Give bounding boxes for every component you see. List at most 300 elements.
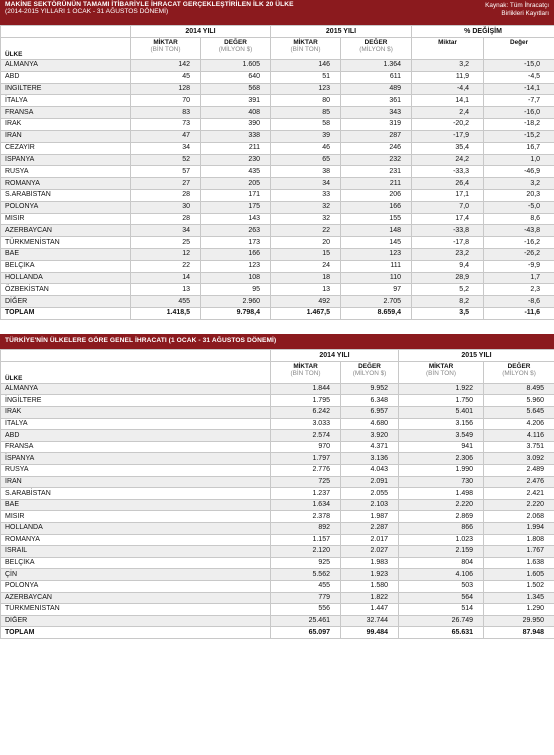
value-cell: 319 <box>341 119 412 131</box>
value-cell: 232 <box>341 154 412 166</box>
value-cell: 25.461 <box>271 615 341 627</box>
value-cell: 231 <box>341 166 412 178</box>
value-cell: 23,2 <box>412 249 484 261</box>
value-cell: 97 <box>341 284 412 296</box>
value-cell: 173 <box>201 237 271 249</box>
value-cell: 1.237 <box>271 488 341 500</box>
table-row <box>1 83 554 95</box>
table1-country-header: ÜLKE <box>1 38 131 60</box>
value-cell: 3.549 <box>399 430 484 442</box>
value-cell: 83 <box>131 107 201 119</box>
value-cell: 14 <box>131 272 201 284</box>
value-cell: -17,8 <box>412 237 484 249</box>
country-cell: İTALYA <box>1 418 271 430</box>
table1 <box>0 25 554 320</box>
country-cell: S.ARABİSTAN <box>1 488 271 500</box>
value-cell: 2.120 <box>271 546 341 558</box>
value-cell: 4.116 <box>484 430 554 442</box>
value-cell: 16,7 <box>484 142 554 154</box>
table1-group-2014: 2014 YILI <box>131 26 271 38</box>
value-cell: -20,2 <box>412 119 484 131</box>
value-cell: 123 <box>341 249 412 261</box>
source-note <box>485 2 549 18</box>
country-cell: İNGİLTERE <box>1 83 131 95</box>
country-cell: IRAK <box>1 407 271 419</box>
value-cell: 17,1 <box>412 189 484 201</box>
value-cell: 20,3 <box>484 189 554 201</box>
value-cell: 24,2 <box>412 154 484 166</box>
table-row <box>1 178 554 190</box>
value-cell: 2.574 <box>271 430 341 442</box>
value-cell: 246 <box>341 142 412 154</box>
country-cell: HOLLANDA <box>1 523 271 535</box>
country-cell: İTALYA <box>1 95 131 107</box>
value-cell: 32 <box>271 213 341 225</box>
total-value: 9.798,4 <box>201 308 271 320</box>
value-cell: 1.498 <box>399 488 484 500</box>
table1-deger-2014-header: DEĞER (MİLYON $) <box>201 38 271 60</box>
value-cell: 111 <box>341 260 412 272</box>
value-cell: 3.920 <box>341 430 399 442</box>
value-cell: 70 <box>131 95 201 107</box>
value-cell: 52 <box>131 154 201 166</box>
value-cell: 4.371 <box>341 441 399 453</box>
value-cell: 110 <box>341 272 412 284</box>
table-row <box>1 383 554 395</box>
country-cell: RUSYA <box>1 166 131 178</box>
table-row <box>1 166 554 178</box>
value-cell: 1.983 <box>341 557 399 569</box>
value-cell: -9,9 <box>484 260 554 272</box>
value-cell: 9.952 <box>341 383 399 395</box>
value-cell: -4,4 <box>412 83 484 95</box>
value-cell: 1.987 <box>341 511 399 523</box>
country-cell: BELÇİKA <box>1 260 131 272</box>
value-cell: 2.220 <box>484 499 554 511</box>
value-cell: 8.495 <box>484 383 554 395</box>
value-cell: 1.023 <box>399 534 484 546</box>
table-row <box>1 499 554 511</box>
table-row <box>1 95 554 107</box>
value-cell: 5.645 <box>484 407 554 419</box>
table-row <box>1 546 554 558</box>
country-cell: TÜRKMENİSTAN <box>1 604 271 616</box>
value-cell: 22 <box>271 225 341 237</box>
value-cell: 3.092 <box>484 453 554 465</box>
source-line-2: Birlikleri Kayıtları <box>501 10 549 17</box>
table-row <box>1 441 554 453</box>
country-cell: TÜRKMENİSTAN <box>1 237 131 249</box>
value-cell: 1.634 <box>271 499 341 511</box>
value-cell: 28 <box>131 189 201 201</box>
total-label: TOPLAM <box>1 308 131 320</box>
table-row <box>1 430 554 442</box>
value-cell: 568 <box>201 83 271 95</box>
table-row <box>1 453 554 465</box>
value-cell: 30 <box>131 201 201 213</box>
table-row <box>1 465 554 477</box>
country-cell: İSPANYA <box>1 453 271 465</box>
total-value: 1.467,5 <box>271 308 341 320</box>
value-cell: 5,2 <box>412 284 484 296</box>
value-cell: 51 <box>271 71 341 83</box>
value-cell: 6.242 <box>271 407 341 419</box>
country-cell: ABD <box>1 430 271 442</box>
value-cell: 503 <box>399 580 484 592</box>
value-cell: 123 <box>271 83 341 95</box>
value-cell: 206 <box>341 189 412 201</box>
value-cell: -33,3 <box>412 166 484 178</box>
value-cell: -15,2 <box>484 130 554 142</box>
value-cell: 230 <box>201 154 271 166</box>
country-cell: CEZAYİR <box>1 142 131 154</box>
table-row <box>1 511 554 523</box>
value-cell: 6.348 <box>341 395 399 407</box>
value-cell: 24 <box>271 260 341 272</box>
value-cell: 514 <box>399 604 484 616</box>
value-cell: 32.744 <box>341 615 399 627</box>
value-cell: 26,4 <box>412 178 484 190</box>
value-cell: 2.287 <box>341 523 399 535</box>
total-row <box>1 308 554 320</box>
value-cell: 7,0 <box>412 201 484 213</box>
country-cell: POLONYA <box>1 201 131 213</box>
value-cell: 2.068 <box>484 511 554 523</box>
total-row <box>1 627 554 639</box>
table1-title: MAKİNE SEKTÖRÜNÜN TAMAMI İTİBARİYLE İHRACAT GERÇEKLEŞTİRİLEN İLK 20 ÜLKE <box>5 1 294 8</box>
country-cell: POLONYA <box>1 580 271 592</box>
value-cell: 2.306 <box>399 453 484 465</box>
value-cell: 128 <box>131 83 201 95</box>
value-cell: 1.797 <box>271 453 341 465</box>
value-cell: 611 <box>341 71 412 83</box>
value-cell: 143 <box>201 213 271 225</box>
table2 <box>0 349 554 639</box>
country-cell: FRANSA <box>1 441 271 453</box>
value-cell: 2.378 <box>271 511 341 523</box>
total-value: 1.418,5 <box>131 308 201 320</box>
value-cell: -8,6 <box>484 296 554 308</box>
table1-miktar-change-header: Miktar <box>412 38 484 60</box>
value-cell: 22 <box>131 260 201 272</box>
country-cell: IRAK <box>1 119 131 131</box>
value-cell: 13 <box>271 284 341 296</box>
value-cell: 108 <box>201 272 271 284</box>
value-cell: 39 <box>271 130 341 142</box>
table2-group-2015: 2015 YILI <box>399 349 554 361</box>
value-cell: -16,0 <box>484 107 554 119</box>
value-cell: 892 <box>271 523 341 535</box>
value-cell: 65 <box>271 154 341 166</box>
value-cell: 3.156 <box>399 418 484 430</box>
value-cell: 28 <box>131 213 201 225</box>
total-label: TOPLAM <box>1 627 271 639</box>
country-cell: ÖZBEKİSTAN <box>1 284 131 296</box>
country-cell: BAE <box>1 499 271 511</box>
country-cell: S.ARABİSTAN <box>1 189 131 201</box>
table2-country-header: ÜLKE <box>1 361 271 383</box>
value-cell: 941 <box>399 441 484 453</box>
country-cell: ROMANYA <box>1 178 131 190</box>
value-cell: 2.489 <box>484 465 554 477</box>
value-cell: 1.364 <box>341 60 412 72</box>
table2-deger-2015-header: DEĞER (MİLYON $) <box>484 361 554 383</box>
value-cell: 80 <box>271 95 341 107</box>
table1-miktar-2015-header: MİKTAR (BİN TON) <box>271 38 341 60</box>
value-cell: 1.750 <box>399 395 484 407</box>
country-cell: İSPANYA <box>1 154 131 166</box>
value-cell: 804 <box>399 557 484 569</box>
table2-miktar-2014-header: MİKTAR (BİN TON) <box>271 361 341 383</box>
value-cell: 3,2 <box>484 178 554 190</box>
value-cell: 2.091 <box>341 476 399 488</box>
table1-deger-2015-header: DEĞER (MİLYON $) <box>341 38 412 60</box>
value-cell: -26,2 <box>484 249 554 261</box>
value-cell: 26.749 <box>399 615 484 627</box>
table-row <box>1 201 554 213</box>
value-cell: 155 <box>341 213 412 225</box>
total-value: 65.097 <box>271 627 341 639</box>
value-cell: -15,0 <box>484 60 554 72</box>
table-row <box>1 225 554 237</box>
value-cell: 725 <box>271 476 341 488</box>
value-cell: 73 <box>131 119 201 131</box>
value-cell: 779 <box>271 592 341 604</box>
value-cell: 408 <box>201 107 271 119</box>
value-cell: 18 <box>271 272 341 284</box>
value-cell: 34 <box>131 225 201 237</box>
value-cell: 34 <box>131 142 201 154</box>
source-line-1: Kaynak: Tüm İhracatçı <box>485 2 549 9</box>
value-cell: -7,7 <box>484 95 554 107</box>
country-cell: İSRAİL <box>1 546 271 558</box>
value-cell: 2.869 <box>399 511 484 523</box>
total-value: 8.659,4 <box>341 308 412 320</box>
value-cell: 1.447 <box>341 604 399 616</box>
table-row <box>1 604 554 616</box>
value-cell: 211 <box>341 178 412 190</box>
value-cell: 1.502 <box>484 580 554 592</box>
table-row <box>1 154 554 166</box>
table-row <box>1 213 554 225</box>
table-row <box>1 71 554 83</box>
country-cell: ABD <box>1 71 131 83</box>
total-value: -11,6 <box>484 308 554 320</box>
table1-deger-change-header: Değer <box>484 38 554 60</box>
value-cell: 1.767 <box>484 546 554 558</box>
table1-country-header-top <box>1 26 131 38</box>
value-cell: 145 <box>341 237 412 249</box>
table-row <box>1 284 554 296</box>
table-row <box>1 569 554 581</box>
value-cell: 1.822 <box>341 592 399 604</box>
value-cell: 556 <box>271 604 341 616</box>
table2-group-2014: 2014 YILI <box>271 349 399 361</box>
value-cell: 8,6 <box>484 213 554 225</box>
value-cell: 2.776 <box>271 465 341 477</box>
country-cell: DİĞER <box>1 296 131 308</box>
value-cell: 3,2 <box>412 60 484 72</box>
value-cell: 148 <box>341 225 412 237</box>
value-cell: 2,3 <box>484 284 554 296</box>
table-row <box>1 119 554 131</box>
country-cell: ÇİN <box>1 569 271 581</box>
value-cell: 6.957 <box>341 407 399 419</box>
value-cell: 1.808 <box>484 534 554 546</box>
value-cell: 1.157 <box>271 534 341 546</box>
country-cell: İRAN <box>1 476 271 488</box>
table-row <box>1 296 554 308</box>
value-cell: 27 <box>131 178 201 190</box>
value-cell: 390 <box>201 119 271 131</box>
value-cell: 730 <box>399 476 484 488</box>
table1-header <box>0 0 554 25</box>
country-cell: MISIR <box>1 511 271 523</box>
value-cell: 211 <box>201 142 271 154</box>
table-row <box>1 615 554 627</box>
total-value: 3,5 <box>412 308 484 320</box>
value-cell: 2,4 <box>412 107 484 119</box>
country-cell: RUSYA <box>1 465 271 477</box>
value-cell: 1.990 <box>399 465 484 477</box>
value-cell: 171 <box>201 189 271 201</box>
value-cell: -4,5 <box>484 71 554 83</box>
value-cell: 287 <box>341 130 412 142</box>
value-cell: 1.605 <box>484 569 554 581</box>
table-row <box>1 534 554 546</box>
table2-miktar-2015-header: MİKTAR (BİN TON) <box>399 361 484 383</box>
total-value: 87.948 <box>484 627 554 639</box>
value-cell: -5,0 <box>484 201 554 213</box>
country-cell: BELÇİKA <box>1 557 271 569</box>
value-cell: 1.580 <box>341 580 399 592</box>
value-cell: -18,2 <box>484 119 554 131</box>
value-cell: -16,2 <box>484 237 554 249</box>
country-cell: BAE <box>1 249 131 261</box>
table2-country-header-top <box>1 349 271 361</box>
value-cell: 12 <box>131 249 201 261</box>
value-cell: 9,4 <box>412 260 484 272</box>
table-row <box>1 523 554 535</box>
value-cell: 1.345 <box>484 592 554 604</box>
value-cell: 2.017 <box>341 534 399 546</box>
table1-miktar-2014-header: MİKTAR (BİN TON) <box>131 38 201 60</box>
value-cell: 123 <box>201 260 271 272</box>
value-cell: 13 <box>131 284 201 296</box>
value-cell: 640 <box>201 71 271 83</box>
value-cell: 263 <box>201 225 271 237</box>
value-cell: 343 <box>341 107 412 119</box>
table-row <box>1 557 554 569</box>
value-cell: 361 <box>341 95 412 107</box>
value-cell: 14,1 <box>412 95 484 107</box>
table-row <box>1 260 554 272</box>
value-cell: 3.033 <box>271 418 341 430</box>
table2-header <box>0 334 554 349</box>
table2-deger-2014-header: DEĞER (MİLYON $) <box>341 361 399 383</box>
value-cell: 391 <box>201 95 271 107</box>
value-cell: 85 <box>271 107 341 119</box>
value-cell: 35,4 <box>412 142 484 154</box>
value-cell: -46,9 <box>484 166 554 178</box>
table-row <box>1 107 554 119</box>
value-cell: 38 <box>271 166 341 178</box>
value-cell: 2.705 <box>341 296 412 308</box>
value-cell: 2.159 <box>399 546 484 558</box>
value-cell: 2.421 <box>484 488 554 500</box>
value-cell: 25 <box>131 237 201 249</box>
value-cell: 2.476 <box>484 476 554 488</box>
value-cell: 5.562 <box>271 569 341 581</box>
table-row <box>1 272 554 284</box>
value-cell: 1.290 <box>484 604 554 616</box>
value-cell: 8,2 <box>412 296 484 308</box>
value-cell: 1.795 <box>271 395 341 407</box>
value-cell: 3.751 <box>484 441 554 453</box>
table-row <box>1 418 554 430</box>
value-cell: 15 <box>271 249 341 261</box>
table-row <box>1 476 554 488</box>
table-row <box>1 142 554 154</box>
country-cell: AZERBAYCAN <box>1 592 271 604</box>
value-cell: 2.960 <box>201 296 271 308</box>
table1-subtitle: (2014-2015 YILLARI 1 OCAK - 31 AĞUSTOS DÖNEMİ) <box>5 8 169 15</box>
value-cell: 1.844 <box>271 383 341 395</box>
value-cell: 1,7 <box>484 272 554 284</box>
table1-group-change: % DEĞİŞİM <box>412 26 554 38</box>
table-row <box>1 592 554 604</box>
value-cell: 146 <box>271 60 341 72</box>
value-cell: 4.680 <box>341 418 399 430</box>
value-cell: 2.103 <box>341 499 399 511</box>
value-cell: 866 <box>399 523 484 535</box>
country-cell: HOLLANDA <box>1 272 131 284</box>
table-row <box>1 189 554 201</box>
country-cell: MISIR <box>1 213 131 225</box>
value-cell: 95 <box>201 284 271 296</box>
value-cell: 166 <box>201 249 271 261</box>
country-cell: AZERBAYCAN <box>1 225 131 237</box>
table1-group-2015: 2015 YILI <box>271 26 412 38</box>
value-cell: 455 <box>131 296 201 308</box>
value-cell: 32 <box>271 201 341 213</box>
value-cell: 1.638 <box>484 557 554 569</box>
value-cell: 29.950 <box>484 615 554 627</box>
table-row <box>1 407 554 419</box>
value-cell: 435 <box>201 166 271 178</box>
value-cell: -14,1 <box>484 83 554 95</box>
value-cell: 45 <box>131 71 201 83</box>
value-cell: 34 <box>271 178 341 190</box>
value-cell: 47 <box>131 130 201 142</box>
value-cell: 11,9 <box>412 71 484 83</box>
table-row <box>1 237 554 249</box>
table-row <box>1 249 554 261</box>
value-cell: 1.923 <box>341 569 399 581</box>
value-cell: 492 <box>271 296 341 308</box>
table2-title: TÜRKİYE'NİN ÜLKELERE GÖRE GENEL İHRACATI (1 OCAK - 31 AĞUSTOS DÖNEMİ) <box>5 336 277 344</box>
country-cell: ALMANYA <box>1 383 271 395</box>
value-cell: 20 <box>271 237 341 249</box>
value-cell: 58 <box>271 119 341 131</box>
country-cell: İRAN <box>1 130 131 142</box>
value-cell: 205 <box>201 178 271 190</box>
value-cell: 455 <box>271 580 341 592</box>
value-cell: 175 <box>201 201 271 213</box>
table-row <box>1 488 554 500</box>
value-cell: -33,8 <box>412 225 484 237</box>
value-cell: 1.605 <box>201 60 271 72</box>
